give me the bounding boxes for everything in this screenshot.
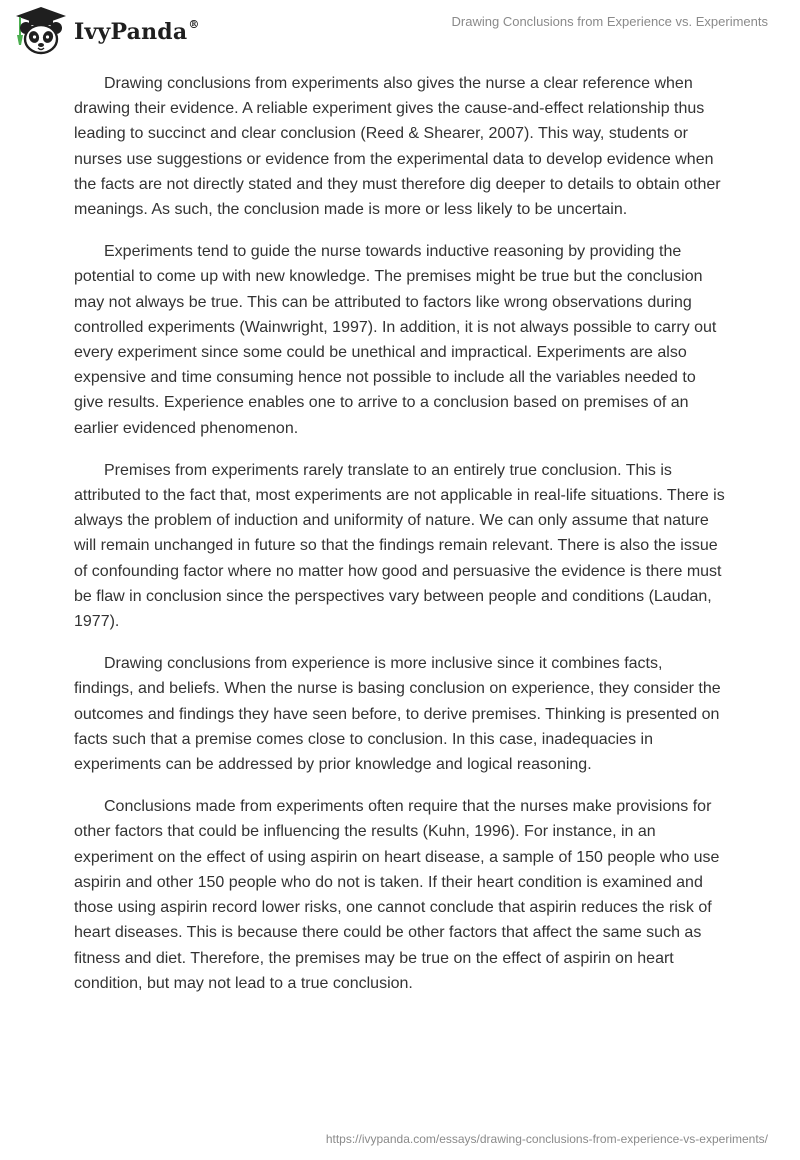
source-url[interactable]: https://ivypanda.com/essays/drawing-conclusions-from-experience-vs-experiments/: [325, 1132, 768, 1146]
paragraph-5: Conclusions made from experiments often require that the nurses make provisions for other factors that could be influencing the results (Kuhn, 1996). For instance, in an experiment on the effect of using aspirin on heart disease, a sample of 150 people who use aspirin and other 150 people who do not is taken. If their heart condition is examined and those using aspirin record lower risks, one cannot conclude that aspirin reduces the risk of heart diseases. This is because there could be other factors that affect the same such as fitness and diet. Therefore, the premises may be true on the effect of aspirin on heart condition, but may not lead to a true conclusion.: [74, 798, 720, 992]
logo-wordmark: [74, 19, 200, 45]
registered-mark: ®: [188, 17, 200, 31]
paragraph-2: Experiments tend to guide the nurse towards inductive reasoning by providing the potential to come up with new knowledge. The premises might be true but the conclusion may not always be true. This can be attributed to factors like wrong observations during controlled experiments (Wainwright, 1997). In addition, it is not always possible to carry out every experiment since some could be unethical and impractical. Experiments are also expensive and time consuming hence not possible to include all the variables needed to give results. Experience enables one to arrive to a conclusion based on premises of an earlier evidenced phenomenon.: [74, 243, 717, 437]
logo-text: IvyPanda: [74, 19, 188, 45]
document-title: Drawing Conclusions from Experience vs. Experiments: [451, 14, 768, 29]
paragraph-4: Drawing conclusions from experience is more inclusive since it combines facts, findings, and beliefs. When the nurse is basing conclusion on experience, they consider the outcomes and findings they have seen before, to derive premises. Thinking is presented on facts such that a premise comes close to conclusion. In this case, inadequacies in experiments can be addressed by prior knowledge and logical reasoning.: [74, 655, 721, 774]
page-header: [0, 0, 800, 60]
paragraph-3: Premises from experiments rarely translate to an entirely true conclusion. This is attributed to the fact that, most experiments are not applicable in real-life situations. There is always the problem of induction and uniformity of nature. We can only assume that nature will remain unchanged in future so that the findings remain relevant. There is also the issue of confounding factor where no matter how good and persuasive the evidence is there must be flaw in conclusion since the perspectives vary between people and conditions (Laudan, 1977).: [74, 461, 725, 631]
essay-body: [74, 71, 726, 1013]
paragraph-1: Drawing conclusions from experiments also gives the nurse a clear reference when drawing their evidence. A reliable experiment gives the cause-and-effect relationship thus leading to succinct and clear conclusion (Reed & Shearer, 2007). This way, students or nurses use suggestions or evidence from the experimental data to develop evidence when the facts are not directly stated and they must therefore dig deeper to details to obtain other meanings. As such, the conclusion made is more or less likely to be uncertain.: [74, 75, 721, 219]
panda-graduate-icon: [12, 6, 70, 56]
ivypanda-logo[interactable]: [12, 6, 200, 56]
